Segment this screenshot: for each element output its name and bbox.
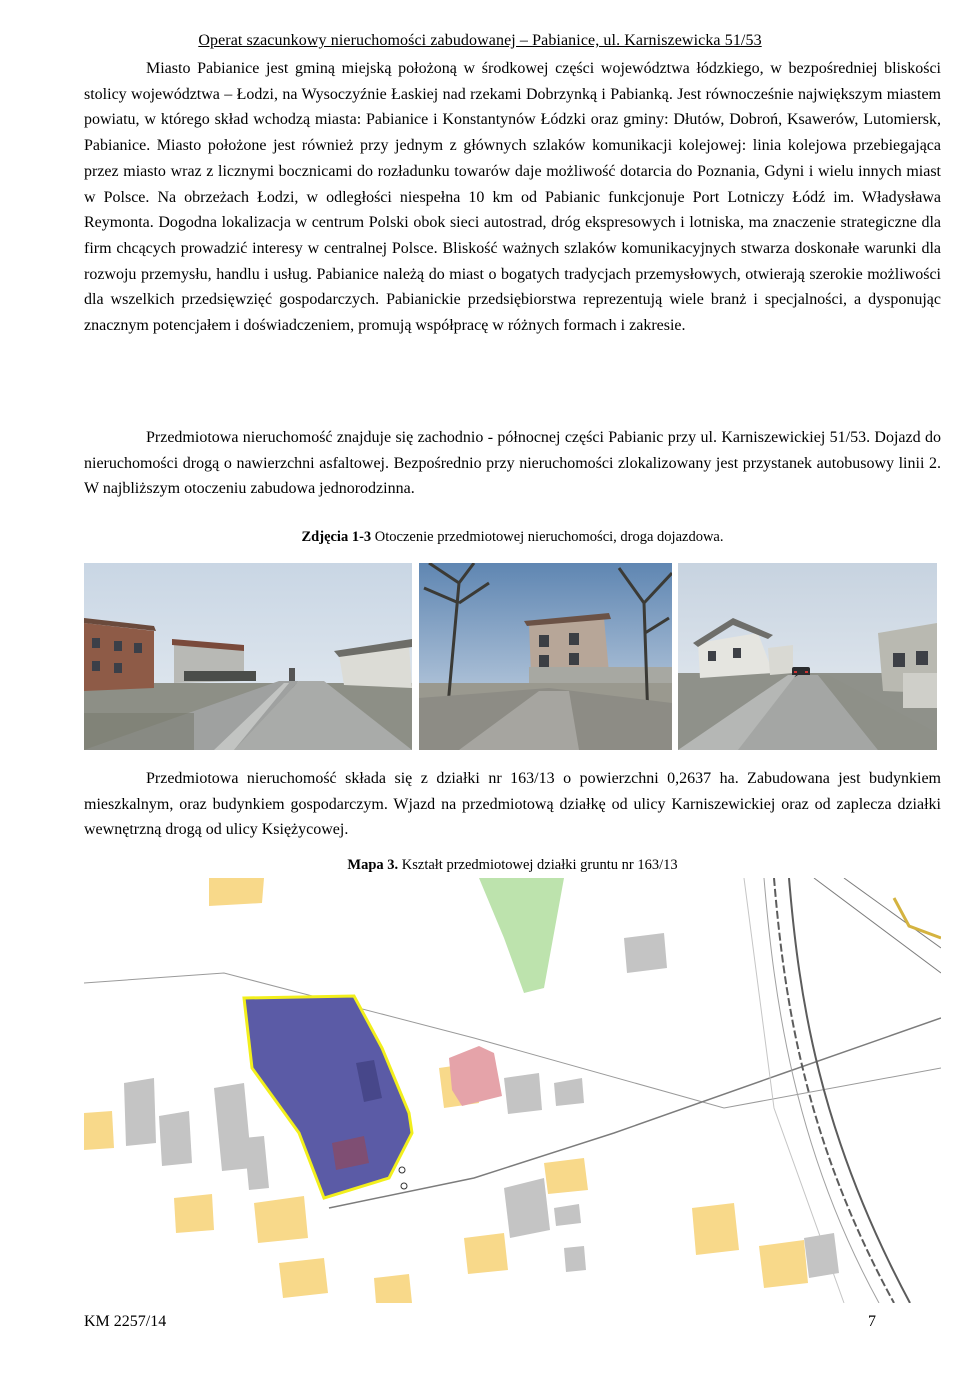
paragraph-plot-description: Przedmiotowa nieruchomość składa się z działki nr 163/13 o powierzchni 0,2637 ha. Zabudowana jest budynkiem mieszkalnym, oraz budynkiem gospodarczym. Wjazd na przedmiotową działkę od ulicy Karniszewickiej oraz od zaplecza działki wewnętrzną drogą od ulicy Księżycowej. <box>84 770 941 839</box>
page-header: Operat szacunkowy nieruchomości zabudowanej – Pabianice, ul. Karniszewicka 51/53 <box>198 32 762 49</box>
building-yellow <box>84 1111 114 1150</box>
building-yellow <box>374 1274 412 1303</box>
building-grey <box>124 1078 156 1146</box>
map-caption-label: Mapa 3. <box>347 857 399 873</box>
building-pink <box>449 1046 502 1106</box>
building-yellow <box>759 1240 808 1288</box>
document-number: KM 2257/14 <box>84 1313 167 1330</box>
building-yellow <box>544 1158 588 1194</box>
page-number: 7 <box>868 1313 876 1330</box>
paragraph-location: Miasto Pabianice jest gminą miejską położoną w środkowej części województwa łódzkiego, w bezpośredniej bliskości stolicy województwa – Łodzi, na Wysoczyźnie Łaskiej nad rzekami Dobrzynką i Pabianką. Jest równocześnie największym miastem powiatu, w którego skład wchodzą miasta: Pabianice i Konstantynów Łódzki oraz gminy: Dłutów, Dobroń, Ksawerów, Lutomiersk, Pabianice. Miasto położone jest również przy jednym z głównych szlaków komunikacji kolejowej: linia kolejowa przebiegająca przez miasto wraz z licznymi bocznicami do rozładunku towarów daje możliwość dotarcia do Poznania, Gdyni i wielu innych miast w Polsce. Na obrzeżach Łodzi, w odległości niespełna 10 km od Pabianic funkcjonuje Port Lotniczy Łódź im. Władysława Reymonta. Dogodna lokalizacja w centrum Polski obok sieci autostrad, dróg ekspresowych i lotniska, ma znaczenie strategiczne dla firm chcących prowadzić interesy w centralnej Polsce. Bliskość ważnych szlaków komunikacyjnych stwarza doskonałe warunki dla rozwoju przemysłu, handlu i usług. Pabianice należą do miast o bogatych tradycjach przemysłowych, otwierają szerokie możliwości dla wszelkich przedsięwzięć gospodarczych. Pabianickie przedsiębiorstwa reprezentują wiele branż i specjalności, a dysponując znacznym potencjałem i doświadczeniem, promują współpracę w różnych formach i zakresie. <box>84 60 941 335</box>
photos-caption <box>84 527 941 547</box>
map-caption <box>84 855 941 875</box>
building-grey <box>564 1246 586 1272</box>
photos-caption-text: Otoczenie przedmiotowej nieruchomości, droga dojazdowa. <box>371 529 724 545</box>
building-grey <box>159 1111 192 1166</box>
plot-map <box>84 878 941 1303</box>
photo-street-view-1 <box>84 563 412 750</box>
photo-street-view-3 <box>678 563 937 750</box>
building-yellow <box>209 878 264 906</box>
building-yellow <box>464 1233 508 1274</box>
building-grey <box>624 933 667 973</box>
building-yellow <box>692 1203 739 1255</box>
photo-street-view-2 <box>419 563 672 750</box>
map-caption-text: Kształt przedmiotowej działki gruntu nr 163/13 <box>398 857 678 873</box>
building-grey <box>554 1078 584 1106</box>
building-yellow <box>174 1194 214 1233</box>
building-yellow <box>279 1258 328 1298</box>
paragraph-property-surroundings: Przedmiotowa nieruchomość znajduje się zachodnio - północnej części Pabianic przy ul. Karniszewickiej 51/53. Dojazd do nieruchomości drogą o nawierzchni asfaltowej. Bezpośrednio przy nieruchomości zlokalizowany jest przystanek autobusowy linii 2. W najbliższym otoczeniu zabudowa jednorodzinna. <box>84 429 941 498</box>
building-grey <box>804 1233 839 1278</box>
building-grey <box>504 1073 542 1114</box>
photos-caption-label: Zdjęcia 1-3 <box>301 529 372 545</box>
building-grey <box>504 1178 550 1238</box>
building-yellow <box>254 1196 308 1243</box>
